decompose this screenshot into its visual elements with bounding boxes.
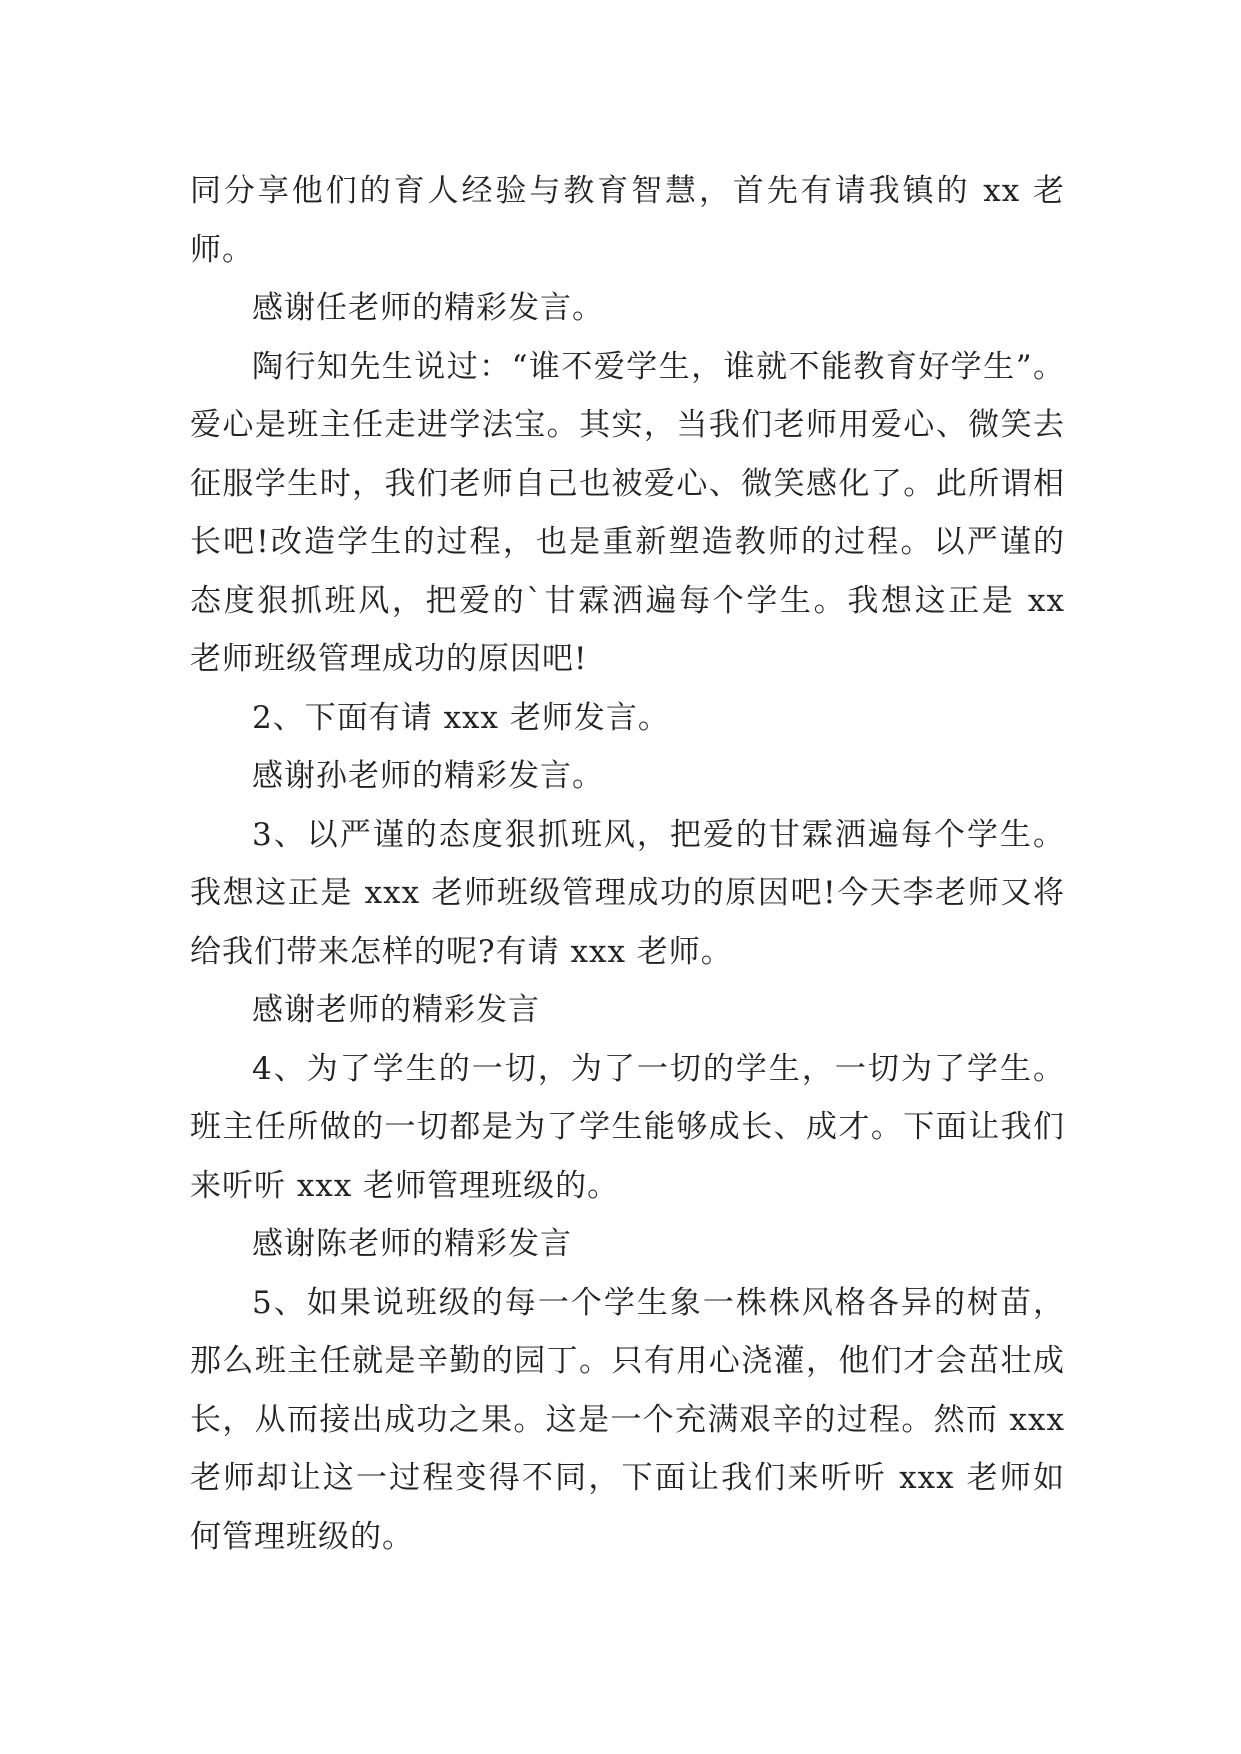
paragraph-item-5: 5、如果说班级的每一个学生象一株株风格各异的树苗，那么班主任就是辛勤的园丁。只有用心浇灌，他们才会茁壮成长，从而接出成功之果。这是一个充满艰辛的过程。然而 xxx 老师却让这一过程变得不同，下面让我们来听听 xxx 老师如何管理班级的。 — [190, 1284, 1065, 1555]
paragraph-tao-xingzhi-quote: 陶行知先生说过：“谁不爱学生，谁就不能教育好学生”。爱心是班主任走进学法宝。其实，当我们老师用爱心、微笑去征服学生时，我们老师自己也被爱心、微笑感化了。此所谓相长吧!改造学生的过程，也是重新塑造教师的过程。以严谨的态度狠抓班风，把爱的`甘霖洒遍每个学生。我想这正是 xx 老师班级管理成功的原因吧! — [190, 348, 1065, 677]
paragraph-thanks-ren: 感谢任老师的精彩发言。 — [252, 290, 604, 326]
paragraph-thanks-sun: 感谢孙老师的精彩发言。 — [252, 758, 604, 794]
document-body — [190, 162, 1065, 1566]
paragraph-item-3: 3、以严谨的态度狠抓班风，把爱的甘霖洒遍每个学生。我想这正是 xxx 老师班级管理成功的原因吧!今天李老师又将给我们带来怎样的呢?有请 xxx 老师。 — [190, 816, 1065, 970]
paragraph-thanks-teacher: 感谢老师的精彩发言 — [252, 992, 540, 1028]
paragraph-item-4: 4、为了学生的一切，为了一切的学生，一切为了学生。班主任所做的一切都是为了学生能够成长、成才。下面让我们来听听 xxx 老师管理班级的。 — [190, 1050, 1065, 1204]
paragraph-item-2: 2、下面有请 xxx 老师发言。 — [252, 699, 670, 736]
paragraph-continuation: 同分享他们的育人经验与教育智慧，首先有请我镇的 xx 老师。 — [190, 173, 1065, 268]
paragraph-thanks-chen: 感谢陈老师的精彩发言 — [252, 1226, 572, 1262]
